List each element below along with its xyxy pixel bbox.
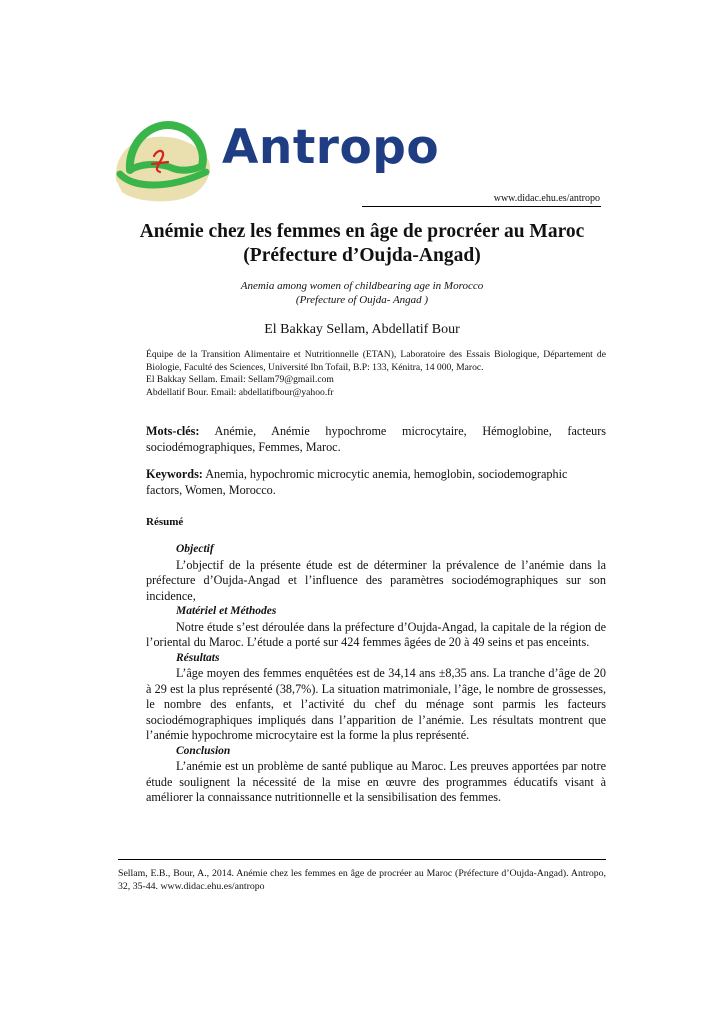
journal-logo <box>110 112 440 207</box>
conclusion-text: L’anémie est un problème de santé publique au Maroc. Les preuves apportées par notre étude soulignent la nécessité de la mise en œuvre des programmes éducatifs visant à améliorer la connaissance nutritionnelle et la sensibilisation des femmes. <box>146 759 606 804</box>
objectif-heading: Objectif <box>176 543 214 555</box>
resultats-text: L’âge moyen des femmes enquêtées est de 34,14 ans ±8,35 ans. La tranche d’âge de 20 à 29 est la plus représenté (38,7%). La situation matrimoniale, l’âge, le nombre de grossesses, le nombre des enfants, et l’activité du chef du ménage sont parmis les facteurs sociodémographiques impliqués dans l’apparition de l’anémie. Les résultats montrent que l’anémie hypochrome microcytaire est la forme la plus représenté. <box>146 666 606 742</box>
subtitle-line-2: (Prefecture of Oujda- Angad ) <box>295 294 429 306</box>
abstract-body <box>146 542 606 806</box>
objectif-text: L’objectif de la présente étude est de déterminer la prévalence de l’anémie dans la préfecture d’Oujda-Angad et l’influence des paramètres sociodémographiques sur son incidence, <box>146 557 606 603</box>
author-list: El Bakkay Sellam, Abdellatif Bour <box>264 322 460 337</box>
keywords <box>146 467 606 498</box>
title-line-2: (Préfecture d’Oujda-Angad) <box>243 245 481 266</box>
footer-divider <box>118 859 606 860</box>
author-email-2: Abdellatif Bour. Email: abdellatifbour@yahoo.fr <box>146 386 334 398</box>
author-email-1: El Bakkay Sellam. Email: Sellam79@gmail.com <box>146 374 334 385</box>
resultats-heading: Résultats <box>176 651 220 664</box>
keywords-label: Keywords: <box>146 467 203 481</box>
affiliation-text: Équipe de la Transition Alimentaire et Nutritionnelle (ETAN), Laboratoire des Essais Biologique, Département de Biologie, Faculté des Sciences, Université Ibn Tofail, B.P: 133, Kénitra, 14 000, Maroc. <box>146 349 606 373</box>
journal-url[interactable]: www.didac.ehu.es/antropo <box>493 193 600 204</box>
header-divider <box>362 206 601 207</box>
mots-cles <box>146 424 606 455</box>
subtitle-line-1: Anemia among women of childbearing age in Morocco <box>240 280 484 292</box>
article-title <box>118 220 606 268</box>
mots-cles-label: Mots-clés: <box>146 424 200 438</box>
keywords-text: Anemia, hypochromic microcytic anemia, hemoglobin, sociodemographic factors, Women, Morocco. <box>146 467 568 497</box>
title-line-1: Anémie chez les femmes en âge de procréer au Maroc <box>139 221 585 242</box>
methodes-heading: Matériel et Méthodes <box>176 605 277 617</box>
methodes-text: Notre étude s’est déroulée dans la préfecture d’Oujda-Angad, la capitale de la région de l’oriental du Maroc. L’étude a porté sur 424 femmes âgées de 20 à 49 seins et pas enceints. <box>146 619 606 649</box>
antropo-hat-logo-icon <box>110 112 230 207</box>
affiliation-block <box>146 349 606 399</box>
journal-brand-name: Antropo <box>222 120 440 175</box>
conclusion-heading: Conclusion <box>176 744 231 757</box>
mots-cles-text: Anémie, Anémie hypochrome microcytaire, Hémoglobine, facteurs sociodémographiques, Femmes, Maroc. <box>146 424 606 454</box>
resume-heading: Résumé <box>146 516 184 528</box>
english-title <box>118 279 606 307</box>
citation-footer: Sellam, E.B., Bour, A., 2014. Anémie chez les femmes en âge de procréer au Maroc (Préfecture d’Oujda-Angad). Antropo, 32, 35-44. www.didac.ehu.es/antropo <box>118 868 606 892</box>
